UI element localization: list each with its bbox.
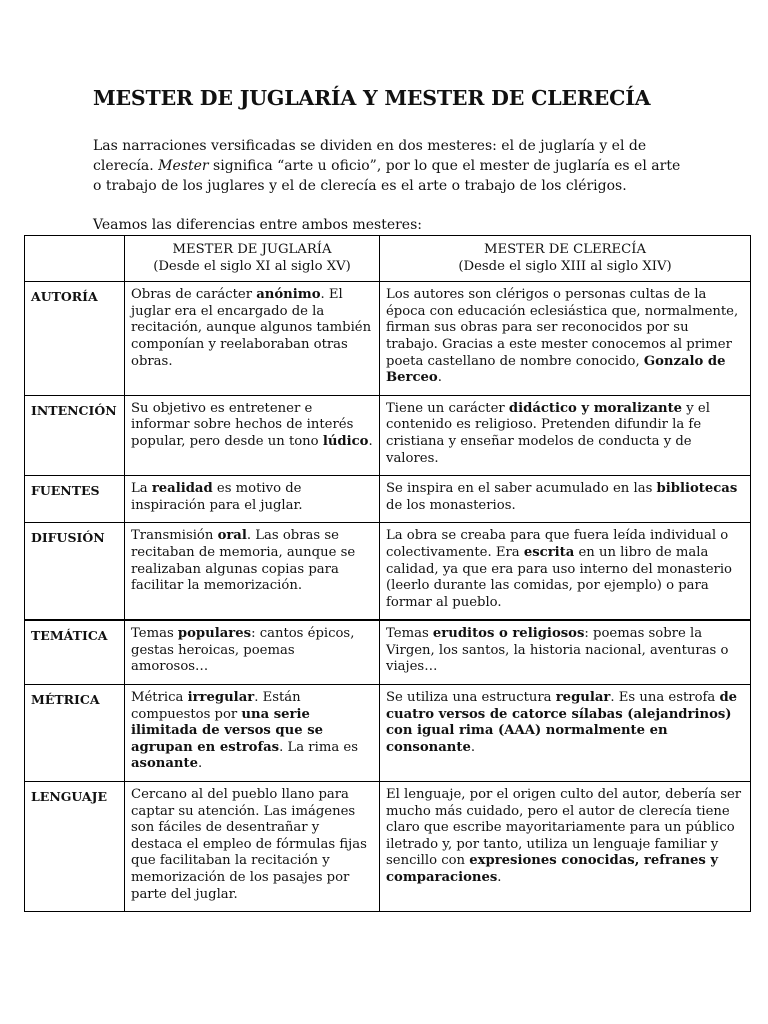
clerecia-cell <box>380 282 751 396</box>
juglaria-cell <box>125 620 380 684</box>
juglaria-cell <box>125 395 380 475</box>
table-row <box>25 620 751 684</box>
text-run: : poemas sobre la Virgen, los santos, la historia nacional, aventuras o viajes… <box>386 626 729 675</box>
row-label: MÉTRICA <box>25 685 125 782</box>
text-run: La <box>131 481 152 497</box>
page-title: MESTER DE JUGLARÍA Y MESTER DE CLERECÍA <box>93 86 651 110</box>
text-run: Obras de carácter <box>131 287 257 303</box>
text-run: La obra se creaba para que fuera leída individual o colectivamente. Era <box>386 528 729 560</box>
table-row <box>25 782 751 912</box>
intro-text-part: Las narraciones versificadas se dividen en dos mesteres: el de juglaría y el de clerecía. <box>93 138 647 174</box>
row-label: INTENCIÓN <box>25 395 125 475</box>
text-run: . <box>437 370 442 386</box>
table-row <box>25 523 751 620</box>
bold-text: Gonzalo de Berceo <box>386 353 726 386</box>
text-run: en un libro de mala calidad, ya que era para uso interno del monasterio (leerlo durante las comidas, por ejemplo) o para formar al pueblo. <box>386 544 732 610</box>
clerecia-cell <box>380 685 751 782</box>
clerecia-cell <box>380 782 751 912</box>
header-clerecia <box>380 236 751 282</box>
juglaria-cell <box>125 782 380 912</box>
table-row <box>25 476 751 523</box>
bold-text: eruditos o religiosos <box>432 626 585 642</box>
bold-text: una serie ilimitada de versos que se agrupan en estrofas <box>131 706 324 755</box>
text-run: . <box>497 870 502 885</box>
text-run: Se inspira en el saber acumulado en las <box>386 481 657 497</box>
text-run: . La rima es <box>279 739 358 755</box>
intro-text-part: significa “arte u oficio”, por lo que el mester de juglaría es el arte o trabajo de los juglares y el de clerecía es el arte o trabajo de los clérigos. <box>93 158 681 194</box>
bold-text: de cuatro versos de catorce sílabas (alejandrinos) con igual rima (AAA) normalmente en consonante <box>386 690 738 755</box>
row-label: FUENTES <box>25 476 125 523</box>
bold-text: populares <box>177 626 252 642</box>
bold-text: irregular <box>187 690 255 706</box>
text-run: Temas <box>386 626 433 642</box>
header-empty-cell <box>25 236 125 282</box>
bold-text: didáctico y moralizante <box>508 400 683 416</box>
bold-text: bibliotecas <box>656 481 738 497</box>
table-body <box>25 282 751 912</box>
text-run: Su objetivo es entretener e informar sobre hechos de interés popular, pero desde un tono <box>131 400 354 449</box>
bold-text: expresiones conocidas, refranes y comparaciones <box>386 853 719 885</box>
juglaria-cell <box>125 476 380 523</box>
clerecia-cell <box>380 523 751 620</box>
juglaria-cell <box>125 523 380 620</box>
clerecia-cell <box>380 476 751 523</box>
header-period: (Desde el siglo XIII al siglo XIV) <box>458 258 672 274</box>
juglaria-cell <box>125 282 380 396</box>
text-run: . El juglar era el encargado de la recitación, aunque algunos también componían y reelaboraban otras obras. <box>131 287 372 369</box>
bold-text: escrita <box>523 544 575 560</box>
header-juglaria <box>125 236 380 282</box>
text-run: Transmisión <box>131 528 218 544</box>
clerecia-cell <box>380 395 751 475</box>
text-run: . Es una estrofa <box>610 690 720 706</box>
text-run: y el contenido es religioso. Pretenden difundir la fe cristiana y enseñar modelos de conducta y de valores. <box>386 400 710 466</box>
text-run: de los monasterios. <box>386 497 516 513</box>
clerecia-cell <box>380 620 751 684</box>
text-run: : cantos épicos, gestas heroicas, poemas amorosos… <box>131 626 355 675</box>
text-run: El lenguaje, por el origen culto del autor, debería ser mucho más cuidado, pero el autor de clerecía tiene claro que escribe mayoritariamente para un público iletrado y, por tanto, utiliza un lenguaje familiar y sencillo con <box>386 787 742 869</box>
comparison-table <box>24 235 751 912</box>
bold-text: anónimo <box>256 287 321 303</box>
intro-paragraph <box>93 136 683 196</box>
intro-text <box>93 136 683 235</box>
bold-text: oral <box>217 528 247 544</box>
intro-lead-in: Veamos las diferencias entre ambos mesteres: <box>93 217 422 233</box>
text-run: . Están compuestos por <box>131 690 301 722</box>
bold-text: realidad <box>151 481 213 497</box>
table-row <box>25 395 751 475</box>
bold-text: regular <box>555 690 611 706</box>
text-run: . <box>368 433 373 449</box>
row-label: TEMÁTICA <box>25 620 125 684</box>
text-run: Tiene un carácter <box>386 400 509 416</box>
bold-text: asonante <box>131 756 198 772</box>
bold-text: lúdico <box>322 433 369 449</box>
intro-italic-term: Mester <box>158 158 209 174</box>
juglaria-cell <box>125 685 380 782</box>
text-run: es motivo de inspiración para el juglar. <box>131 481 303 513</box>
text-run: Se utiliza una estructura <box>386 690 556 706</box>
table-header-row <box>25 236 751 282</box>
table-row <box>25 282 751 396</box>
header-period: (Desde el siglo XI al siglo XV) <box>153 258 351 274</box>
table-row <box>25 685 751 782</box>
text-run: Temas <box>131 626 178 642</box>
text-run: . Las obras se recitaban de memoria, aunque se realizaban algunas copias para facilitar la memorización. <box>131 528 356 594</box>
row-label: DIFUSIÓN <box>25 523 125 620</box>
header-title: MESTER DE CLERECÍA <box>484 242 646 257</box>
row-label: LENGUAJE <box>25 782 125 912</box>
text-run: Los autores son clérigos o personas cultas de la época con educación eclesiástica que, normalmente, firman sus obras para ser reconocidos por su trabajo. Gracias a este mester conocemos al primer poeta castellano de nombre conocido, <box>386 287 739 369</box>
text-run: . <box>197 756 203 772</box>
text-run: . <box>470 739 476 755</box>
text-run: Métrica <box>131 690 188 706</box>
text-run: Cercano al del pueblo llano para captar su atención. Las imágenes son fáciles de desentrañar y destaca el empleo de fórmulas fijas que facilitaban la recitación y memorización de los pasajes por parte del juglar. <box>131 787 367 902</box>
header-title: MESTER DE JUGLARÍA <box>172 242 332 257</box>
row-label: AUTORÍA <box>25 282 125 396</box>
